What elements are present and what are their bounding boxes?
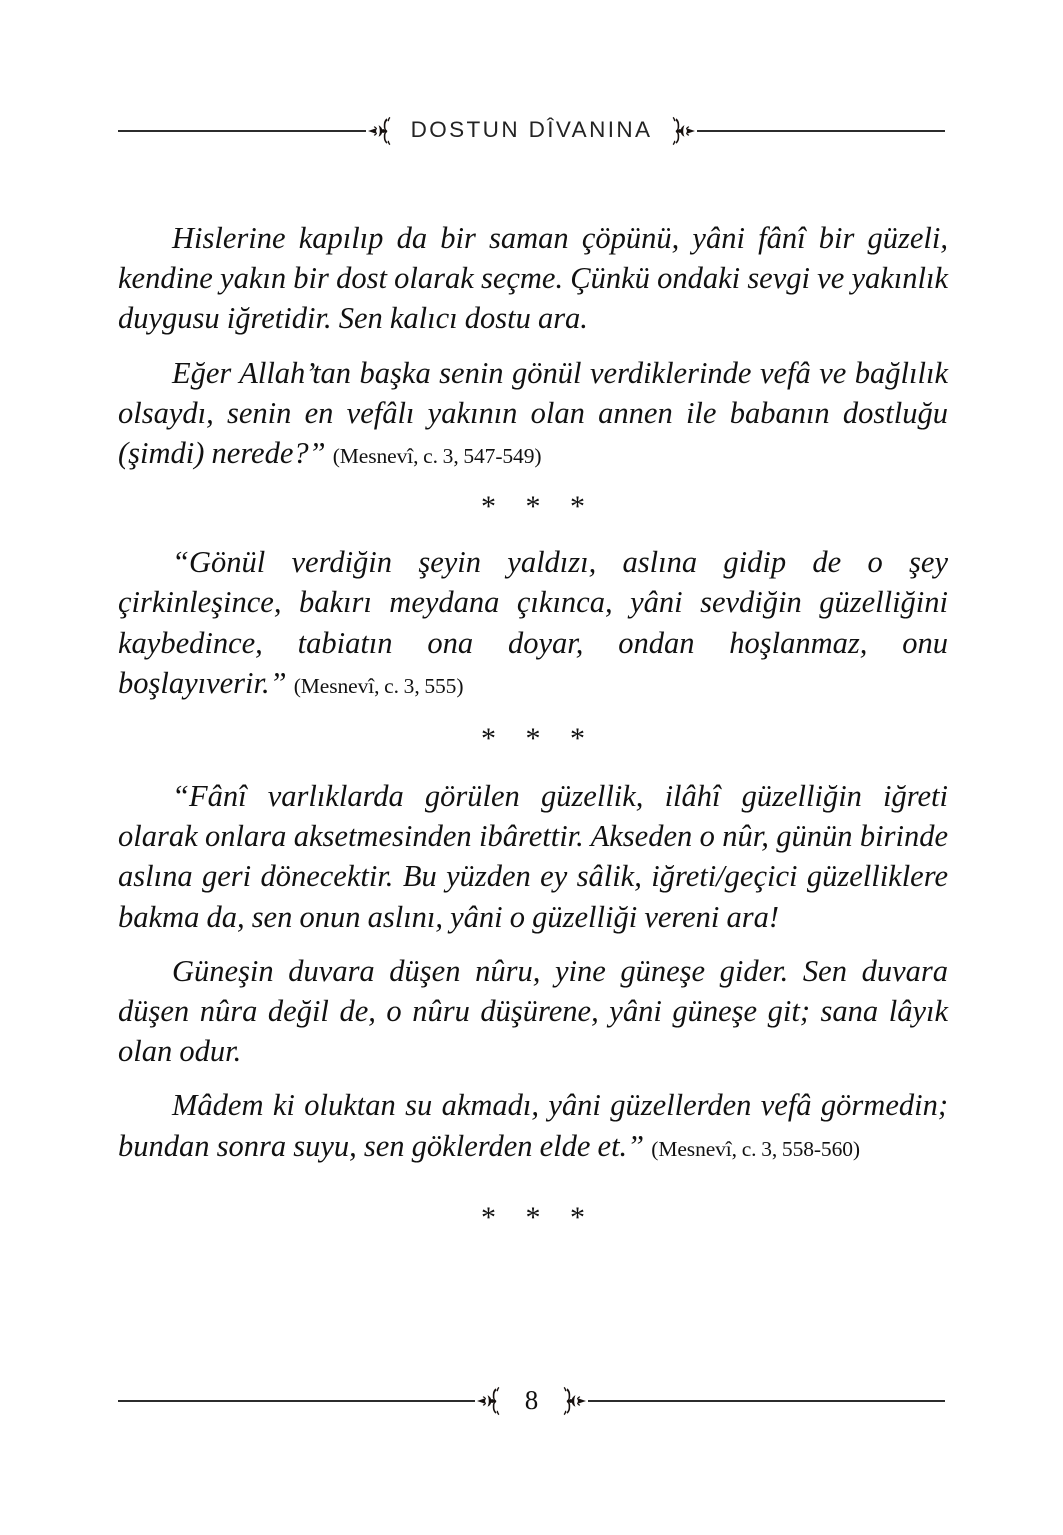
- fleuron-left-icon: [475, 1382, 509, 1420]
- citation-3: (Mesnevî, c. 3, 555): [293, 673, 464, 698]
- running-footer: [118, 1382, 945, 1420]
- header-rule-right: [697, 130, 945, 132]
- page-number: 8: [524, 1384, 539, 1415]
- citation-6: (Mesnevî, c. 3, 558-560): [651, 1136, 860, 1161]
- footer-rule-left: [118, 1400, 475, 1402]
- header-rule-left: [118, 130, 366, 132]
- fleuron-left-icon: [366, 112, 400, 150]
- paragraph-4: [118, 776, 948, 937]
- running-header: [118, 112, 945, 150]
- section-separator-3: * * *: [481, 1200, 596, 1234]
- page-body: [118, 218, 948, 1233]
- paragraph-5-text: Güneşin duvara düşen nûru, yine güneşe gider. Sen duvara düşen nûra değil de, o nûru düşürene, yâni güneşe git; sana lâyık olan odur.: [118, 953, 948, 1069]
- paragraph-3-text: “Gönül verdiğin şeyin yaldızı, aslına gidip de o şey çirkinleşince, bakırı meydana çıkınca, yâni sevdiğin güzelliğini kaybedince, tabiatın ona doyar, ondan hoşlanmaz, onu boşlayıverir.”: [118, 545, 948, 700]
- paragraph-4-text: “Fânî varlıklarda görülen güzellik, ilâhî güzelliğin iğreti olarak onlara aksetmesinden ibârettir. Akseden o nûr, günün birinde aslına geri dönecektir. Bu yüzden ey sâlik, iğreti/geçici güzelliklere bakma da, sen onun aslını, yâni o güzelliği vereni ara!: [118, 779, 948, 934]
- citation-2: (Mesnevî, c. 3, 547-549): [332, 444, 542, 469]
- section-separator-2: * * *: [481, 722, 596, 756]
- paragraph-2: [118, 353, 948, 477]
- paragraph-6: [118, 1085, 948, 1168]
- paragraph-6-text: Mâdem ki oluktan su akmadı, yâni güzellerden vefâ görmedin; bundan sonra suyu, sen göklerden elde et.”: [118, 1088, 948, 1163]
- footer-rule-right: [588, 1400, 945, 1402]
- fleuron-right-icon: [663, 112, 697, 150]
- paragraph-1: [118, 218, 948, 339]
- page-title: DOSTUN DÎVANINA: [410, 116, 653, 142]
- paragraph-1-text: Hislerine kapılıp da bir saman çöpünü, yâni fânî bir güzeli, kendine yakın bir dost olarak seçme. Çünkü ondaki sevgi ve yakınlık duygusu iğretidir. Sen kalıcı dostu ara.: [118, 221, 948, 336]
- paragraph-5: [118, 951, 948, 1072]
- paragraph-3: [118, 542, 948, 706]
- paragraph-2-text: Eğer Allah’tan başka senin gönül verdiklerinde vefâ ve bağlılık olsaydı, senin en vefâlı yakının olan annen ile babanın dostluğu (şimdi) nerede?”: [118, 355, 948, 471]
- fleuron-right-icon: [554, 1382, 588, 1420]
- section-separator-1: * * *: [481, 490, 596, 524]
